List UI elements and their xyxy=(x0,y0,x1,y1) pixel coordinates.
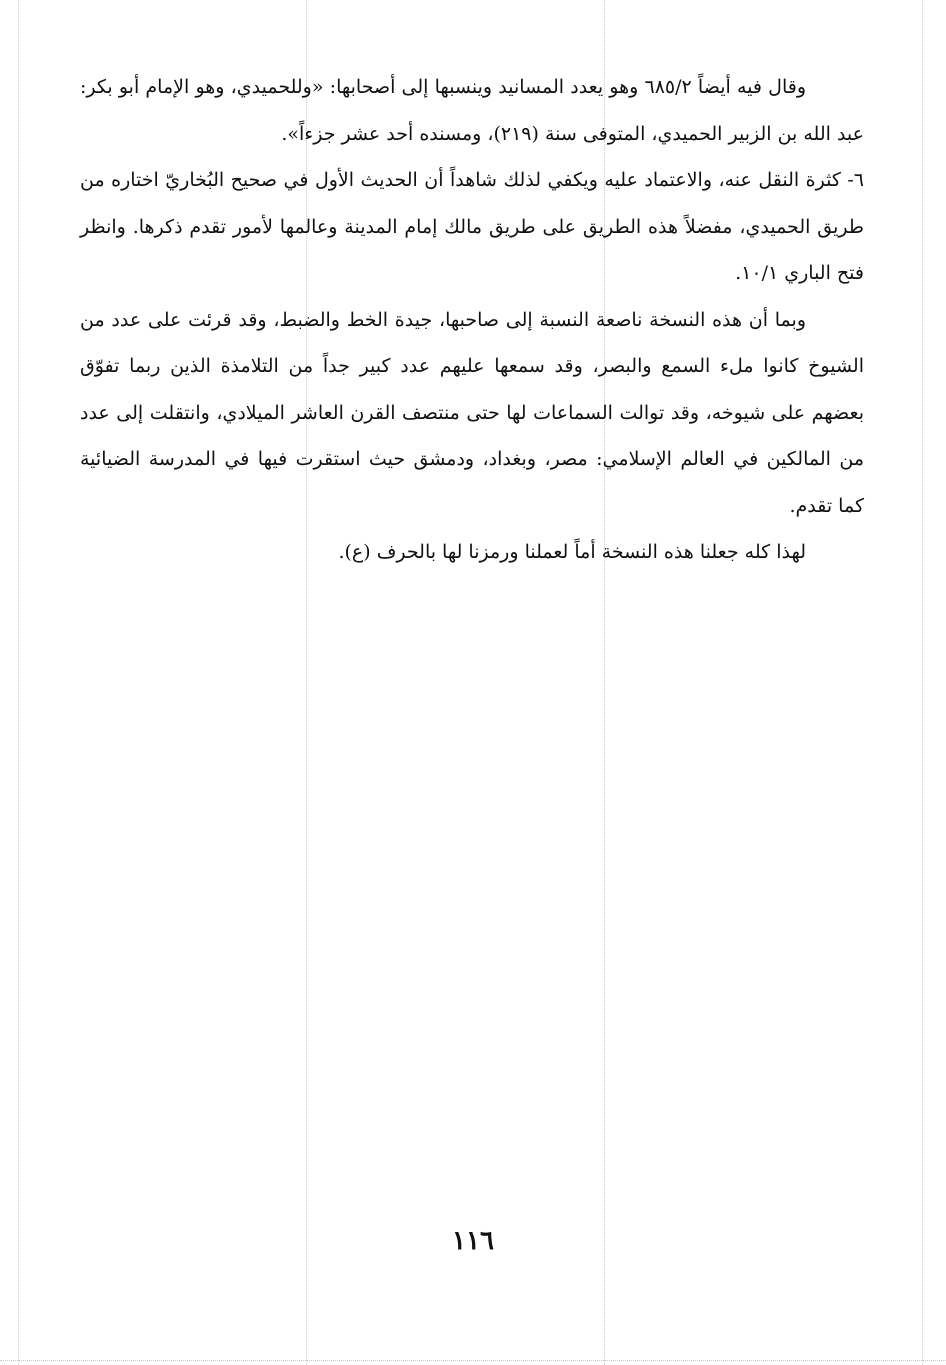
page-body xyxy=(80,64,864,576)
paragraph-point-six: ٦- كثرة النقل عنه، والاعتماد عليه ويكفي لذلك شاهداً أن الحديث الأول في صحيح البُخاريّ اختاره من طريق الحميدي، مفضلاً هذه الطريق على طريق مالك إمام المدينة وعالمها لأمور تقدم ذكرها. وانظر فتح الباري ١٠/١. xyxy=(80,169,864,284)
paragraph-manuscript-description: وبما أن هذه النسخة ناصعة النسبة إلى صاحبها، جيدة الخط والضبط، وقد قرئت على عدد من الشيوخ كانوا ملء السمع والبصر، وقد سمعها عليهم عدد كبير جداً من التلامذة الذين ربما تفوّق بعضهم على شيوخه، وقد توالت السماعات لها حتى منتصف القرن العاشر الميلادي، وانتقلت إلى عدد من المالكين في العالم الإسلامي: مصر، وبغداد، ودمشق حيث استقرت فيها في المدرسة الضيائية كما تقدم. xyxy=(80,308,864,517)
scan-guide-line xyxy=(18,0,19,1365)
paragraph-hamidi-quote: وقال فيه أيضاً ٦٨٥/٢ وهو يعدد المسانيد وينسبها إلى أصحابها: «وللحميدي، وهو الإمام أبو بكر: عبد الله بن الزبير الحميدي، المتوفى سنة (٢١٩)، ومسنده أحد عشر جزءاً». xyxy=(80,76,864,145)
page-number: ١١٦ xyxy=(452,1226,494,1256)
scan-guide-line xyxy=(0,1360,946,1361)
scan-guide-line xyxy=(922,0,923,1365)
paragraph-conclusion: لهذا كله جعلنا هذه النسخة أماً لعملنا ورمزنا لها بالحرف (ع). xyxy=(338,541,806,563)
